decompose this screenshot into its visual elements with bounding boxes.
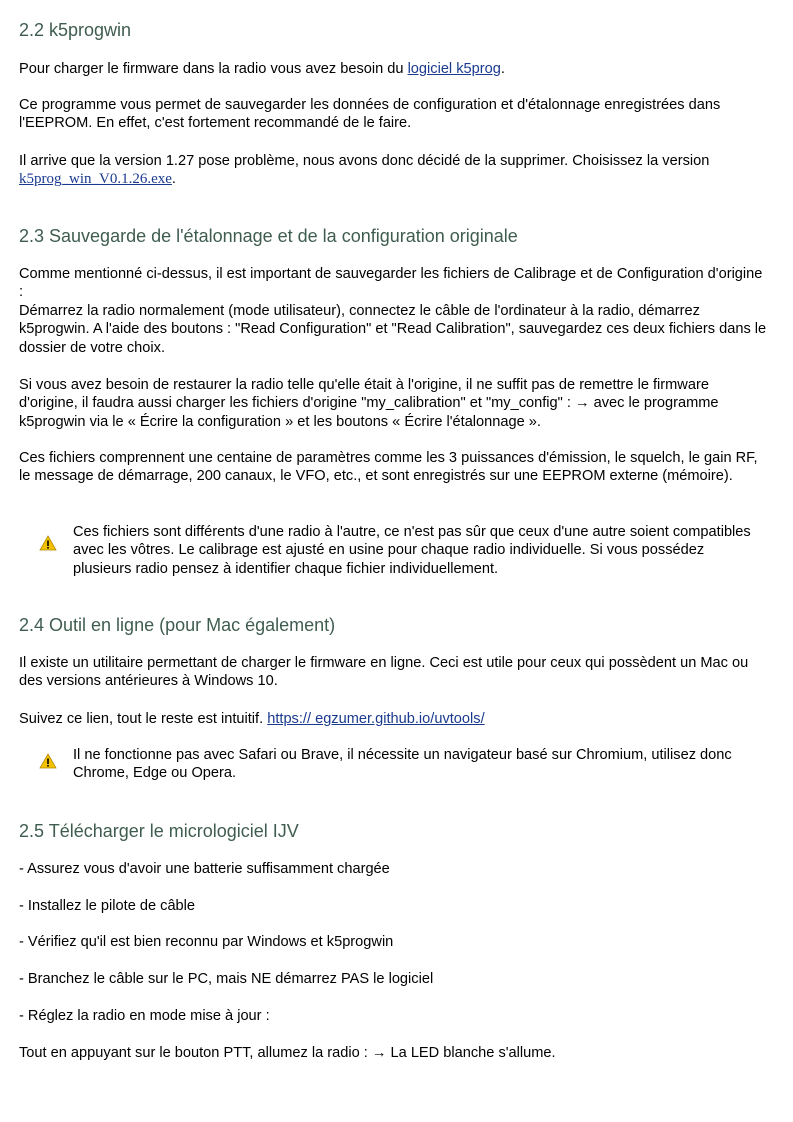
k5prog-exe-link[interactable]: k5prog_win_V0.1.26.exe [19,171,172,188]
uvtools-link[interactable]: https:// egzumer.github.io/uvtools/ [267,711,485,727]
section-title-2-2: 2.2 k5progwin [19,20,132,40]
section-title-2-4: 2.4 Outil en ligne (pour Mac également) [19,615,336,635]
s23-paragraph-4: Ces fichiers comprennent une centaine de paramètres comme les 3 puissances d'émission, le squelch, le gain RF, le message de démarrage, 200 canaux, le VFO, etc., et sont enregistrés sur une EEPROM externe (mémoire). [19,450,758,485]
k5prog-link[interactable]: logiciel k5prog [407,61,501,77]
s22-p1-end: . [500,61,505,77]
s23-paragraph-1: Comme mentionné ci-dessus, il est important de sauvegarder les fichiers de Calibrage et de Configuration d'origine : [19,266,763,301]
s22-p3-text: Il arrive que la version 1.27 pose problème, nous avons donc décidé de la supprimer. Choisissez la version [19,153,710,169]
s22-paragraph-3 [19,152,769,189]
s22-paragraph-2: Ce programme vous permet de sauvegarder les données de configuration et d'étalonnage enregistrées dans l'EEPROM. En effet, c'est fortement recommandé de le faire. [19,97,721,132]
s22-paragraph-1 [19,60,769,78]
s23-note-text: Ces fichiers sont différents d'une radio à l'autre, ce n'est pas sûr que ceux d'une autre soient compatibles avec les vôtres. Le calibrage est ajusté en usine pour chaque radio individuelle. Si vous possédez plusieurs radio pensez à identifier chaque fichier individuellement. [73,524,751,577]
s24-paragraph-2 [19,710,769,728]
s23-paragraph-2: Démarrez la radio normalement (mode utilisateur), connectez le câble de l'ordinateur à la radio, démarrez k5progwin. A l'aide des boutons : "Read Configuration" et "Read Calibration", sauvegardez ces deux fichiers dans le dossier de votre choix. [19,303,767,356]
warning-icon [39,535,57,551]
warning-icon [39,753,57,769]
list-item: - Assurez vous d'avoir une batterie suffisamment chargée [19,861,390,877]
s22-p1-text: Pour charger le firmware dans la radio vous avez besoin du [19,61,408,77]
section-title-2-5: 2.5 Télécharger le micrologiciel IJV [19,821,299,841]
s24-paragraph-1: Il existe un utilitaire permettant de charger le firmware en ligne. Ceci est utile pour ceux qui possèdent un Mac ou des versions antérieures à Windows 10. [19,655,749,690]
s22-p3-end: . [171,171,176,188]
list-item: - Installez le pilote de câble [19,898,196,914]
list-item: - Vérifiez qu'il est bien reconnu par Windows et k5progwin [19,934,394,950]
s23-paragraph-3: Si vous avez besoin de restaurer la radio telle qu'elle était à l'origine, il ne suffit pas de remettre le firmware d'origine, il faudra aussi charger les fichiers d'origine "my_calibration" et "my_config" : → avec le programme k5progwin via le « Écrire la configuration » et les boutons « Écrire l'étalonnage ». [19,377,719,430]
s24-note-text: Il ne fonctionne pas avec Safari ou Brave, il nécessite un navigateur basé sur Chromium, utilisez donc Chrome, Edge ou Opera. [73,747,732,782]
list-item: - Branchez le câble sur le PC, mais NE démarrez PAS le logiciel [19,971,434,987]
s23-warning-note [39,523,759,578]
s24-p2-text: Suivez ce lien, tout le reste est intuitif. [19,711,268,727]
s25-final-paragraph: Tout en appuyant sur le bouton PTT, allumez la radio : → La LED blanche s'allume. [19,1045,556,1061]
s24-warning-note [39,746,759,783]
section-title-2-3: 2.3 Sauvegarde de l'étalonnage et de la configuration originale [19,226,518,246]
list-item: - Réglez la radio en mode mise à jour : [19,1008,270,1024]
